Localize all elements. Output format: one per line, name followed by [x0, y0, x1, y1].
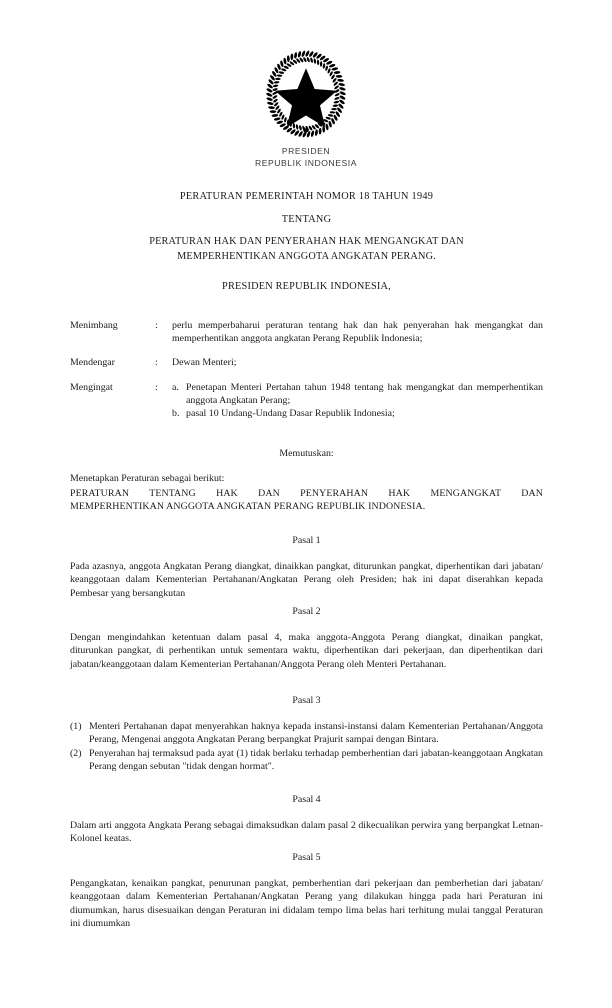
consideration-text-menimbang [172, 319, 543, 345]
menetapkan-title [70, 487, 543, 513]
consideration-colon-mengingat: : [155, 381, 158, 393]
article-pasal-3 [70, 694, 543, 773]
list-item [70, 720, 543, 746]
letterhead-line-2: REPUBLIK INDONESIA [254, 157, 358, 168]
consideration-colon-menimbang: : [155, 320, 158, 331]
article-body [70, 560, 543, 600]
article-body [70, 631, 543, 671]
memutuskan-heading: Memutuskan: [279, 448, 334, 459]
article-paragraph: Pada azasnya, anggota Angkatan Perang diangkat, dinaikkan pangkat, diturunkan pangkat, diperhentikan dari jabatan/ keanggotaan dalam Kementerian Pertahanan/Angkatan Perang oleh Presiden; hak ini dapat diserahkan kepada Pembesar yang bersangkutan [70, 561, 543, 599]
regulation-subject-line-1: PERATURAN HAK DAN PENYERAHAN HAK MENGANGKAT DAN [149, 236, 464, 248]
list-marker: (1) [70, 721, 82, 733]
consideration-row-mendengar [70, 356, 543, 369]
article-pasal-2 [70, 605, 543, 671]
considerations-block [70, 319, 543, 420]
title-block [70, 190, 543, 264]
article-body [70, 819, 543, 845]
letterhead-text [0, 146, 612, 169]
list-text: Penetapan Menteri Pertahan tahun 1948 tentang hak mengangkat dan memperhentikan anggota Angkatan Perang; [186, 381, 543, 406]
menetapkan-title-line-1: PERATURAN TENTANG HAK DAN PENYERAHAN HAK MENGANGKAT DAN [70, 488, 543, 500]
article-paragraph: Dengan mengindahkan ketentuan dalam pasal 4, maka anggota-Anggota Perang diangkat, dinaikan pangkat, diturunkan pangkat, di perhentikan untuk sementara waktu, diperhentikan dari pekerjaan, dan diperhentikan dari jabatan/keanggotaan dalam Kementerian Pertahanan/Anggota Perang oleh Menteri Pertahanan. [70, 632, 543, 670]
letterhead [0, 48, 612, 169]
consideration-label-mendengar: Mendengar [70, 357, 115, 369]
list-marker: b. [172, 408, 180, 420]
list-text: Penyerahan haj termaksud pada ayat (1) tidak berlaku terhadap pemberhentian dari jabatan-keanggotaan Angkatan Perang dengan sebutan "tidak dengan hormat". [89, 747, 543, 772]
menetapkan-title-line-2: MEMPERHENTIKAN ANGGOTA ANGKATAN PERANG REPUBLIK INDONESIA. [70, 501, 426, 513]
letterhead-line-1: PRESIDEN [281, 146, 331, 156]
consideration-row-mengingat [70, 381, 543, 421]
article-heading: Pasal 5 [292, 852, 321, 863]
list-marker: (2) [70, 747, 82, 759]
article-heading: Pasal 2 [292, 606, 321, 617]
issuer-line: PRESIDEN REPUBLIK INDONESIA, [222, 281, 391, 292]
article-heading: Pasal 3 [292, 695, 321, 706]
consideration-colon-mendengar: : [155, 357, 158, 369]
consideration-paragraph: perlu memperbaharui peraturan tentang hak dan hak penyerahan hak mengangkat dan memperhentikan anggota angkatan Perang Republik Indonesia; [172, 320, 543, 345]
about-label: TENTANG [281, 213, 332, 225]
list-text: pasal 10 Undang-Undang Dasar Republik Indonesia; [186, 408, 395, 420]
article-heading: Pasal 1 [292, 535, 321, 546]
consideration-list-mengingat [172, 381, 543, 421]
regulation-subject-line-2: MEMPERHENTIKAN ANGGOTA ANGKATAN PERANG. [177, 250, 436, 262]
article-pasal-1 [70, 534, 543, 600]
consideration-row-menimbang [70, 319, 543, 345]
regulation-subject [70, 235, 543, 264]
article-pasal-5 [70, 851, 543, 930]
article-paragraph: Dalam arti anggota Angkata Perang sebagai dimaksudkan dalam pasal 2 dikecualikan perwira yang berpangkat Letnan-Kolonel keatas. [70, 820, 543, 845]
article-heading: Pasal 4 [292, 794, 321, 805]
menetapkan-intro: Menetapkan Peraturan sebagai berikut: [70, 473, 225, 484]
menetapkan-block [70, 472, 543, 514]
list-marker: a. [172, 381, 179, 393]
article-body [70, 877, 543, 930]
article-pasal-4 [70, 793, 543, 846]
consideration-paragraph: Dewan Menteri; [172, 357, 237, 369]
article-paragraph: Pengangkatan, kenaikan pangkat, penurunan pangkat, pemberhentian dari pekerjaan dan pemberhetian dari jabatan/ keanggotaan dalam Kementerian Pertahanan/Angkatan Perang yang dilakukan hingga pada hari Peraturan ini diumumkan, harus disesuaikan dengan Peraturan ini didalam tempo lima belas hari terhitung mulai tanggal Peraturan ini diumumkan [70, 878, 543, 929]
garuda-star-wreath-emblem [260, 48, 352, 140]
list-item [70, 747, 543, 773]
consideration-text-mendengar [172, 356, 543, 369]
regulation-number: PERATURAN PEMERINTAH NOMOR 18 TAHUN 1949 [179, 191, 434, 202]
list-text: Menteri Pertahanan dapat menyerahkan haknya kepada instansi-instansi dalam Kementerian Pertahanan/Anggota Perang, Mengenai anggota Angkatan Perang berpangkat Prajurit sampai dengan Bintara. [89, 721, 543, 746]
list-item [172, 407, 543, 420]
consideration-label-menimbang: Menimbang [70, 320, 118, 331]
consideration-label-mengingat: Mengingat [70, 381, 113, 393]
article-body [70, 720, 543, 773]
list-item [172, 381, 543, 407]
